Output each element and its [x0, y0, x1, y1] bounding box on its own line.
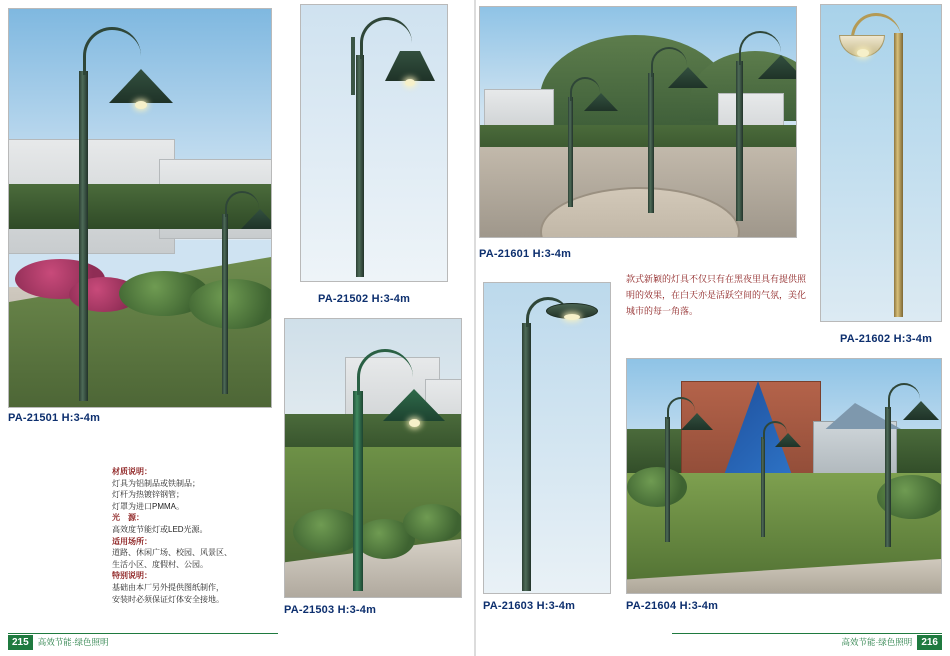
lamp-arm: [570, 77, 600, 101]
lamp-bulb: [405, 79, 415, 86]
photo-pa-21602: [820, 4, 942, 322]
spec-light-source-value: 高效度节能灯或LED光源。: [112, 524, 208, 534]
lamp-pole: [353, 391, 363, 591]
spec-note-value-0: 基础由本厂另外提供图纸制作，: [112, 582, 224, 592]
spec-line-0: 灯具为铝制品或铁制品；: [112, 478, 200, 488]
lamp-pole: [736, 61, 743, 221]
caption-pa-21503: PA-21503 H:3-4m: [284, 604, 377, 616]
page-spine: [474, 0, 476, 656]
lamp-arm: [225, 191, 259, 217]
lamp-pole: [79, 71, 88, 401]
lamp-pole: [568, 97, 573, 207]
lamp-arm: [763, 421, 787, 439]
caption-pa-21501: PA-21501 H:3-4m: [8, 412, 101, 424]
caption-pa-21601: PA-21601 H:3-4m: [479, 248, 572, 260]
lamp-bulb: [857, 49, 869, 57]
lamp-arm: [651, 47, 687, 77]
spec-scene-value-0: 道路、休闲广场、校园、风景区、: [112, 548, 232, 558]
spec-light-source-label: 光 源：: [112, 513, 144, 523]
page-number-left: 215: [8, 635, 33, 650]
spec-line-1: 灯杆为热镀锌钢管；: [112, 490, 184, 500]
lamp-pole: [648, 73, 654, 213]
caption-pa-21602: PA-21602 H:3-4m: [840, 333, 933, 345]
spec-scene-label: 适用场所：: [112, 536, 152, 546]
caption-pa-21603: PA-21603 H:3-4m: [483, 600, 576, 612]
lamp-pole: [522, 323, 531, 591]
lamp-bulb: [409, 419, 420, 427]
lamp-pole: [761, 437, 765, 537]
footer-left: [8, 634, 109, 650]
lamp-pole: [222, 214, 228, 394]
spec-block: [112, 466, 302, 605]
spec-scene-value-1: 生活小区、度假村、公园。: [112, 559, 208, 569]
lamp-arm: [888, 383, 920, 409]
spec-line-2: 灯罩为进口PMMA。: [112, 501, 184, 511]
photo-pa-21603: [483, 282, 611, 594]
caption-pa-21502: PA-21502 H:3-4m: [318, 293, 411, 305]
photo-pa-21601: [479, 6, 797, 238]
spec-title: 材质说明：: [112, 467, 152, 476]
lamp-arm: [739, 31, 781, 65]
lamp-pole: [356, 55, 364, 277]
lamp-bulb: [564, 314, 580, 320]
intro-paragraph: 款式新颖的灯具不仅只有在黑夜里具有提供照明的效果，在白天亦是活跃空间的气氛，美化城市的每一角落。: [626, 274, 807, 316]
lamp-arm: [667, 397, 695, 419]
photo-pa-21604: [626, 358, 942, 594]
page-number-right: 216: [917, 635, 942, 650]
footer-right: [841, 634, 942, 650]
photo-pa-21503: [284, 318, 462, 598]
caption-pa-21604: PA-21604 H:3-4m: [626, 600, 719, 612]
pole-bracket: [351, 37, 355, 95]
lamp-pole: [665, 417, 670, 542]
spec-note-value-1: 安装时必须保证灯体安全接地。: [112, 594, 224, 604]
footer-text-left: 高效节能·绿色照明: [37, 637, 109, 647]
lamp-pole: [885, 407, 891, 547]
spec-note-label: 特别说明：: [112, 571, 152, 581]
lamp-pole: [894, 33, 903, 317]
photo-pa-21501: [8, 8, 272, 408]
footer-text-right: 高效节能·绿色照明: [841, 637, 913, 647]
lamp-bulb: [135, 101, 147, 109]
photo-pa-21502: [300, 4, 448, 282]
